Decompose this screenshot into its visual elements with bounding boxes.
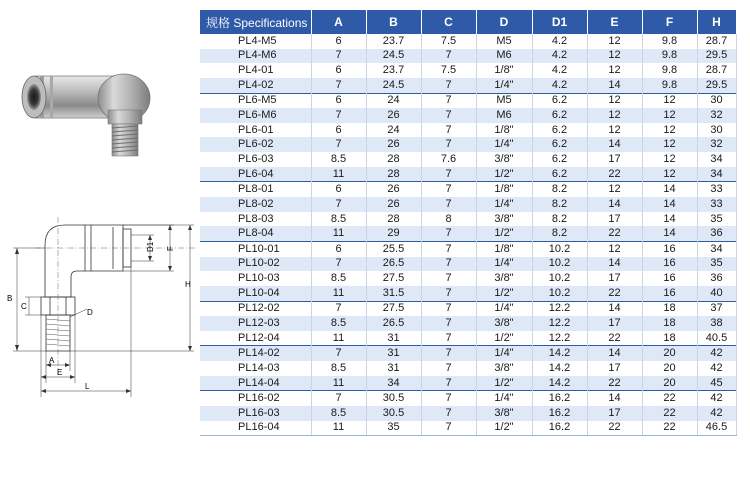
cell-f: 12: [642, 93, 697, 108]
table-row: [200, 301, 736, 316]
cell-c: 7.6: [421, 152, 476, 167]
cell-d: 3/8": [476, 406, 532, 421]
cell-b: 24: [366, 93, 421, 108]
cell-d1: 6.2: [532, 93, 587, 108]
cell-d: 3/8": [476, 212, 532, 227]
cell-c: 7: [421, 286, 476, 301]
cell-b: 31.5: [366, 286, 421, 301]
cell-b: 25.5: [366, 241, 421, 256]
cell-c: 7.5: [421, 63, 476, 78]
cell-d: M6: [476, 49, 532, 64]
cell-model: PL12-04: [200, 331, 311, 346]
cell-c: 8: [421, 212, 476, 227]
cell-a: 8.5: [311, 316, 366, 331]
cell-f: 12: [642, 137, 697, 152]
cell-f: 16: [642, 271, 697, 286]
cell-d1: 6.2: [532, 108, 587, 123]
cell-model: PL4-M5: [200, 34, 311, 49]
cell-b: 28: [366, 212, 421, 227]
cell-h: 34: [697, 167, 736, 182]
table-row: [200, 197, 736, 212]
cell-d1: 16.2: [532, 391, 587, 406]
cell-d1: 4.2: [532, 49, 587, 64]
cell-b: 29: [366, 226, 421, 241]
cell-c: 7: [421, 197, 476, 212]
cell-e: 22: [587, 331, 642, 346]
cell-d: 1/4": [476, 197, 532, 212]
cell-h: 28.7: [697, 63, 736, 78]
table-header-row: [200, 10, 736, 34]
cell-e: 17: [587, 361, 642, 376]
cell-model: PL16-02: [200, 391, 311, 406]
cell-b: 26: [366, 182, 421, 197]
dim-label-d1: D1: [146, 241, 155, 252]
table-row: [200, 212, 736, 227]
table-row: [200, 34, 736, 49]
cell-f: 14: [642, 212, 697, 227]
table-row: [200, 286, 736, 301]
cell-model: PL8-03: [200, 212, 311, 227]
cell-e: 17: [587, 406, 642, 421]
cell-a: 11: [311, 421, 366, 436]
cell-model: PL14-04: [200, 376, 311, 391]
cell-e: 22: [587, 376, 642, 391]
cell-d: 3/8": [476, 271, 532, 286]
cell-e: 14: [587, 78, 642, 93]
cell-h: 33: [697, 182, 736, 197]
cell-d: 1/8": [476, 123, 532, 138]
cell-d: 1/4": [476, 137, 532, 152]
cell-d1: 6.2: [532, 152, 587, 167]
cell-model: PL4-01: [200, 63, 311, 78]
cell-f: 20: [642, 376, 697, 391]
cell-b: 31: [366, 346, 421, 361]
cell-b: 26.5: [366, 316, 421, 331]
cell-h: 40: [697, 286, 736, 301]
cell-h: 28.7: [697, 34, 736, 49]
cell-d: 3/8": [476, 152, 532, 167]
cell-f: 18: [642, 316, 697, 331]
cell-d1: 16.2: [532, 406, 587, 421]
cell-model: PL12-02: [200, 301, 311, 316]
cell-a: 8.5: [311, 361, 366, 376]
cell-d: 1/8": [476, 182, 532, 197]
cell-e: 14: [587, 391, 642, 406]
cell-f: 22: [642, 391, 697, 406]
cell-a: 11: [311, 226, 366, 241]
table-row: [200, 257, 736, 272]
cell-b: 35: [366, 421, 421, 436]
cell-a: 6: [311, 93, 366, 108]
cell-h: 29.5: [697, 49, 736, 64]
cell-d1: 6.2: [532, 123, 587, 138]
cell-h: 42: [697, 391, 736, 406]
cell-b: 28: [366, 167, 421, 182]
cell-a: 8.5: [311, 212, 366, 227]
cell-model: PL8-02: [200, 197, 311, 212]
cell-b: 26: [366, 137, 421, 152]
cell-d: 1/4": [476, 78, 532, 93]
table-row: [200, 137, 736, 152]
header-col-e: E: [587, 10, 642, 34]
cell-d: 1/4": [476, 391, 532, 406]
cell-e: 12: [587, 123, 642, 138]
cell-e: 14: [587, 137, 642, 152]
cell-d: 1/2": [476, 226, 532, 241]
dim-label-e: E: [57, 368, 63, 377]
dim-label-b: B: [7, 294, 13, 303]
cell-d1: 14.2: [532, 361, 587, 376]
cell-c: 7: [421, 108, 476, 123]
cell-d1: 4.2: [532, 34, 587, 49]
cell-model: PL8-04: [200, 226, 311, 241]
cell-f: 18: [642, 301, 697, 316]
cell-b: 24.5: [366, 78, 421, 93]
cell-model: PL6-02: [200, 137, 311, 152]
cell-c: 7: [421, 167, 476, 182]
cell-a: 7: [311, 391, 366, 406]
cell-c: 7: [421, 316, 476, 331]
cell-h: 34: [697, 241, 736, 256]
cell-h: 32: [697, 137, 736, 152]
dim-label-d: D: [87, 308, 93, 317]
table-row: [200, 152, 736, 167]
cell-b: 30.5: [366, 391, 421, 406]
cell-e: 12: [587, 63, 642, 78]
cell-c: 7: [421, 331, 476, 346]
cell-d1: 6.2: [532, 137, 587, 152]
cell-e: 17: [587, 212, 642, 227]
cell-model: PL6-04: [200, 167, 311, 182]
table-row: [200, 93, 736, 108]
header-col-c: C: [421, 10, 476, 34]
cell-a: 11: [311, 286, 366, 301]
cell-h: 34: [697, 152, 736, 167]
cell-b: 31: [366, 331, 421, 346]
cell-a: 8.5: [311, 406, 366, 421]
cell-e: 22: [587, 167, 642, 182]
cell-f: 9.8: [642, 49, 697, 64]
cell-f: 12: [642, 108, 697, 123]
cell-c: 7: [421, 346, 476, 361]
cell-c: 7: [421, 93, 476, 108]
cell-d1: 10.2: [532, 257, 587, 272]
cell-d: M6: [476, 108, 532, 123]
cell-a: 7: [311, 346, 366, 361]
cell-c: 7: [421, 241, 476, 256]
cell-b: 27.5: [366, 301, 421, 316]
cell-e: 14: [587, 346, 642, 361]
cell-d1: 12.2: [532, 331, 587, 346]
cell-a: 6: [311, 34, 366, 49]
cell-a: 7: [311, 301, 366, 316]
elbow-fitting-drawing: [5, 205, 200, 405]
cell-f: 22: [642, 406, 697, 421]
cell-c: 7: [421, 376, 476, 391]
cell-c: 7: [421, 271, 476, 286]
cell-e: 22: [587, 421, 642, 436]
cell-e: 12: [587, 93, 642, 108]
cell-d: 3/8": [476, 361, 532, 376]
cell-d1: 8.2: [532, 197, 587, 212]
cell-e: 17: [587, 316, 642, 331]
dim-label-a: A: [49, 356, 55, 365]
cell-a: 7: [311, 108, 366, 123]
cell-d: 1/4": [476, 301, 532, 316]
cell-d: 1/2": [476, 376, 532, 391]
cell-model: PL4-M6: [200, 49, 311, 64]
cell-h: 30: [697, 93, 736, 108]
cell-d: 1/4": [476, 346, 532, 361]
cell-model: PL8-01: [200, 182, 311, 197]
cell-f: 14: [642, 182, 697, 197]
cell-d: M5: [476, 93, 532, 108]
cell-f: 9.8: [642, 63, 697, 78]
table-row: [200, 123, 736, 138]
cell-d1: 12.2: [532, 301, 587, 316]
table-body: [200, 34, 736, 436]
cell-f: 16: [642, 241, 697, 256]
cell-c: 7: [421, 78, 476, 93]
cell-d: 1/8": [476, 63, 532, 78]
cell-model: PL14-02: [200, 346, 311, 361]
cell-e: 14: [587, 257, 642, 272]
cell-h: 45: [697, 376, 736, 391]
table-row: [200, 331, 736, 346]
header-title-en: Specifications: [233, 15, 308, 30]
cell-d1: 12.2: [532, 316, 587, 331]
cell-e: 12: [587, 108, 642, 123]
cell-e: 12: [587, 34, 642, 49]
cell-e: 14: [587, 197, 642, 212]
header-col-b: B: [366, 10, 421, 34]
cell-d1: 6.2: [532, 167, 587, 182]
cell-b: 31: [366, 361, 421, 376]
cell-f: 12: [642, 152, 697, 167]
cell-e: 12: [587, 241, 642, 256]
cell-h: 40.5: [697, 331, 736, 346]
cell-d: 1/2": [476, 331, 532, 346]
dim-label-h: H: [185, 280, 191, 289]
cell-a: 11: [311, 376, 366, 391]
cell-a: 6: [311, 182, 366, 197]
cell-h: 37: [697, 301, 736, 316]
cell-f: 20: [642, 346, 697, 361]
cell-b: 28: [366, 152, 421, 167]
cell-d1: 10.2: [532, 241, 587, 256]
cell-d1: 8.2: [532, 212, 587, 227]
cell-d1: 8.2: [532, 226, 587, 241]
table-row: [200, 316, 736, 331]
cell-d1: 10.2: [532, 286, 587, 301]
cell-d: 3/8": [476, 316, 532, 331]
cell-a: 8.5: [311, 152, 366, 167]
cell-d: M5: [476, 34, 532, 49]
table-row: [200, 421, 736, 436]
dim-label-c: C: [21, 302, 27, 311]
cell-f: 9.8: [642, 34, 697, 49]
cell-a: 8.5: [311, 271, 366, 286]
cell-e: 22: [587, 286, 642, 301]
cell-e: 12: [587, 49, 642, 64]
cell-f: 22: [642, 421, 697, 436]
cell-e: 17: [587, 271, 642, 286]
cell-a: 7: [311, 49, 366, 64]
cell-a: 7: [311, 257, 366, 272]
cell-h: 36: [697, 271, 736, 286]
header-col-a: A: [311, 10, 366, 34]
cell-f: 12: [642, 123, 697, 138]
cell-c: 7: [421, 421, 476, 436]
cell-model: PL10-01: [200, 241, 311, 256]
table-row: [200, 63, 736, 78]
cell-f: 14: [642, 197, 697, 212]
cell-c: 7: [421, 182, 476, 197]
cell-model: PL10-03: [200, 271, 311, 286]
table-row: [200, 346, 736, 361]
cell-f: 20: [642, 361, 697, 376]
cell-b: 26: [366, 197, 421, 212]
table-row: [200, 49, 736, 64]
dim-label-f: F: [166, 246, 175, 251]
header-col-h: H: [697, 10, 736, 34]
cell-d1: 14.2: [532, 346, 587, 361]
cell-d: 1/4": [476, 257, 532, 272]
cell-h: 42: [697, 361, 736, 376]
cell-model: PL6-M5: [200, 93, 311, 108]
cell-h: 35: [697, 257, 736, 272]
cell-model: PL14-03: [200, 361, 311, 376]
cell-h: 33: [697, 197, 736, 212]
cell-d: 1/2": [476, 421, 532, 436]
cell-c: 7: [421, 301, 476, 316]
cell-f: 9.8: [642, 78, 697, 93]
cell-d1: 4.2: [532, 78, 587, 93]
cell-d1: 4.2: [532, 63, 587, 78]
cell-c: 7: [421, 391, 476, 406]
table-row: [200, 406, 736, 421]
cell-f: 12: [642, 167, 697, 182]
header-col-d: D: [476, 10, 532, 34]
cell-a: 6: [311, 241, 366, 256]
cell-b: 23.7: [366, 63, 421, 78]
cell-a: 6: [311, 123, 366, 138]
cell-e: 22: [587, 226, 642, 241]
table-row: [200, 226, 736, 241]
table-row: [200, 167, 736, 182]
cell-c: 7: [421, 226, 476, 241]
header-col-f: F: [642, 10, 697, 34]
cell-a: 6: [311, 63, 366, 78]
cell-c: 7.5: [421, 34, 476, 49]
elbow-fitting-photo: [12, 54, 182, 164]
cell-b: 24.5: [366, 49, 421, 64]
header-col-d1: D1: [532, 10, 587, 34]
cell-h: 36: [697, 226, 736, 241]
header-title-cn: 规格: [206, 15, 231, 30]
cell-h: 42: [697, 346, 736, 361]
cell-model: PL16-03: [200, 406, 311, 421]
table-row: [200, 108, 736, 123]
cell-d1: 14.2: [532, 376, 587, 391]
table-row: [200, 376, 736, 391]
cell-d1: 16.2: [532, 421, 587, 436]
cell-b: 23.7: [366, 34, 421, 49]
cell-h: 42: [697, 406, 736, 421]
cell-c: 7: [421, 257, 476, 272]
dim-label-l: L: [85, 382, 90, 391]
table-row: [200, 361, 736, 376]
cell-a: 7: [311, 197, 366, 212]
cell-model: PL4-02: [200, 78, 311, 93]
cell-f: 16: [642, 286, 697, 301]
cell-a: 7: [311, 137, 366, 152]
table-row: [200, 271, 736, 286]
specifications-table: [200, 10, 737, 436]
cell-h: 30: [697, 123, 736, 138]
cell-b: 34: [366, 376, 421, 391]
table-row: [200, 182, 736, 197]
cell-e: 12: [587, 182, 642, 197]
cell-a: 11: [311, 331, 366, 346]
cell-c: 7: [421, 123, 476, 138]
cell-h: 46.5: [697, 421, 736, 436]
cell-b: 26.5: [366, 257, 421, 272]
cell-model: PL16-04: [200, 421, 311, 436]
cell-d: 1/2": [476, 167, 532, 182]
cell-model: PL6-M6: [200, 108, 311, 123]
cell-b: 30.5: [366, 406, 421, 421]
cell-c: 7: [421, 406, 476, 421]
cell-e: 17: [587, 152, 642, 167]
cell-model: PL6-01: [200, 123, 311, 138]
table-row: [200, 391, 736, 406]
cell-c: 7: [421, 137, 476, 152]
cell-c: 7: [421, 361, 476, 376]
cell-f: 18: [642, 331, 697, 346]
cell-h: 35: [697, 212, 736, 227]
cell-model: PL12-03: [200, 316, 311, 331]
cell-model: PL10-02: [200, 257, 311, 272]
cell-f: 16: [642, 257, 697, 272]
cell-d1: 8.2: [532, 182, 587, 197]
cell-f: 14: [642, 226, 697, 241]
table-row: [200, 241, 736, 256]
cell-c: 7: [421, 49, 476, 64]
cell-e: 14: [587, 301, 642, 316]
cell-model: PL6-03: [200, 152, 311, 167]
table-row: [200, 78, 736, 93]
cell-b: 26: [366, 108, 421, 123]
cell-a: 7: [311, 78, 366, 93]
cell-h: 32: [697, 108, 736, 123]
cell-model: PL10-04: [200, 286, 311, 301]
cell-a: 11: [311, 167, 366, 182]
header-specifications: [200, 10, 311, 34]
cell-h: 38: [697, 316, 736, 331]
cell-h: 29.5: [697, 78, 736, 93]
cell-d: 1/8": [476, 241, 532, 256]
cell-d: 1/2": [476, 286, 532, 301]
cell-d1: 10.2: [532, 271, 587, 286]
cell-b: 24: [366, 123, 421, 138]
cell-b: 27.5: [366, 271, 421, 286]
